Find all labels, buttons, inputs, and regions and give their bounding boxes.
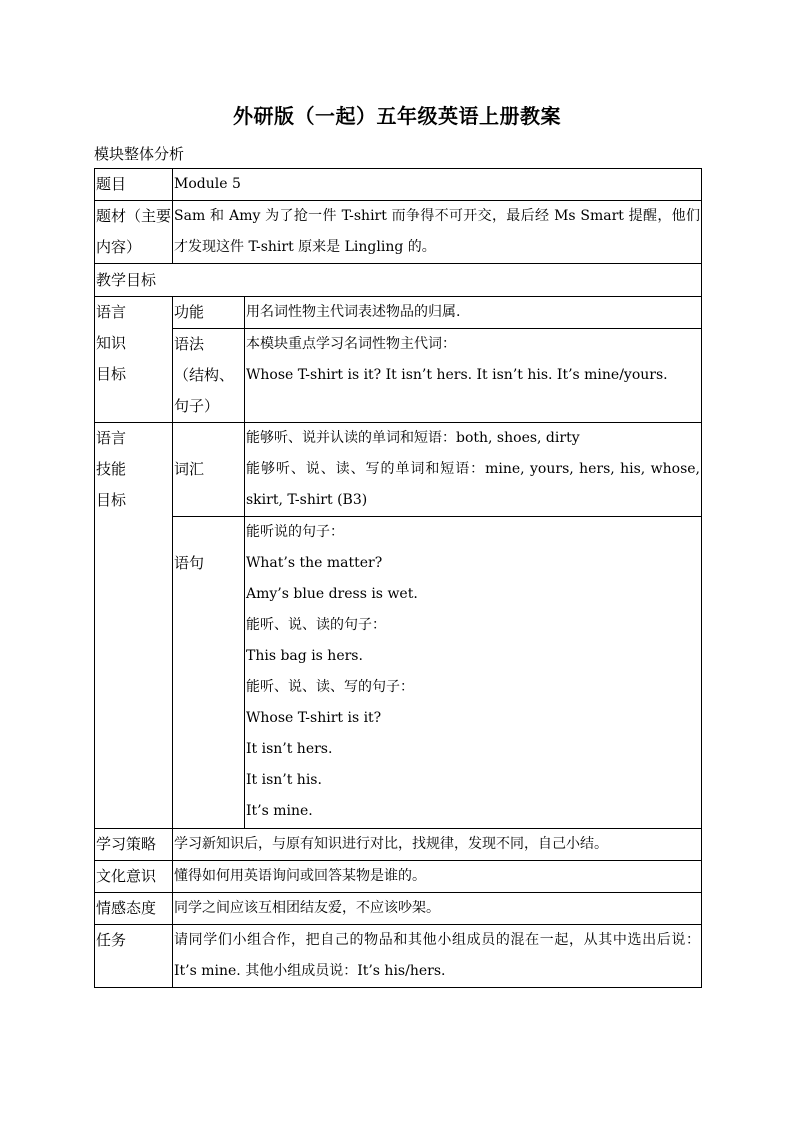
- value-topic: Module 5: [173, 169, 702, 201]
- label-strategy: 学习策略: [95, 829, 173, 861]
- section-heading: 模块整体分析: [94, 145, 185, 163]
- row-grammar: [95, 329, 702, 423]
- label-material-line: 内容）: [96, 238, 142, 256]
- row-material: [95, 201, 702, 264]
- lesson-plan-table: [94, 168, 702, 988]
- value-material: Sam 和 Amy 为了抢一件 T-shirt 而争得不可开交，最后经 Ms Smart 提醒，他们才发现这件 T-shirt 原来是 Lingling 的。: [173, 201, 702, 264]
- label-knowledge: [95, 297, 173, 423]
- row-goals: [95, 264, 702, 297]
- label-skills-line: 技能: [96, 460, 127, 478]
- label-knowledge-line: 目标: [96, 365, 127, 383]
- value-vocab: [245, 423, 702, 517]
- grammar-line: 本模块重点学习名词性物主代词：: [246, 336, 456, 352]
- value-function: 用名词性物主代词表述物品的归属.: [245, 297, 702, 329]
- value-grammar: [245, 329, 702, 423]
- sentence-line: What’s the matter?: [246, 555, 383, 571]
- row-function: [95, 297, 702, 329]
- sentence-line: It isn’t hers.: [246, 741, 333, 757]
- grammar-line: Whose T-shirt is it? It isn’t hers. It isn’t his. It’s mine/yours.: [246, 367, 668, 383]
- row-vocab: [95, 423, 702, 517]
- row-task: [95, 925, 702, 988]
- label-knowledge-line: 语言: [96, 303, 127, 321]
- label-grammar-line: 语法: [174, 335, 205, 353]
- label-skills-line: 语言: [96, 429, 127, 447]
- value-attitude: 同学之间应该互相团结友爱，不应该吵架。: [173, 893, 702, 925]
- page-title: 外研版（一起）五年级英语上册教案: [233, 104, 561, 128]
- label-skills-line: 目标: [96, 491, 127, 509]
- sentence-line: Amy’s blue dress is wet.: [246, 586, 418, 602]
- label-grammar-line: （结构、: [174, 366, 235, 384]
- row-sentences: [95, 517, 702, 829]
- label-goals: 教学目标: [95, 264, 702, 297]
- label-task: 任务: [95, 925, 173, 988]
- label-vocab: 词汇: [173, 423, 245, 517]
- sentence-line: This bag is hers.: [246, 648, 363, 664]
- vocab-line: 能够听、说并认读的单词和短语：both, shoes, dirty: [246, 430, 580, 446]
- label-knowledge-line: 知识: [96, 334, 127, 352]
- row-topic: [95, 169, 702, 201]
- label-sentences: 语句: [173, 517, 245, 829]
- label-function: 功能: [173, 297, 245, 329]
- value-task: 请同学们小组合作，把自己的物品和其他小组成员的混在一起，从其中选出后说：It’s mine. 其他小组成员说：It’s his/hers.: [173, 925, 702, 988]
- label-material: [95, 201, 173, 264]
- sentence-line: 能听说的句子：: [246, 524, 344, 540]
- label-grammar: [173, 329, 245, 423]
- sentence-line: 能听、说、读的句子：: [246, 617, 386, 633]
- label-culture: 文化意识: [95, 861, 173, 893]
- label-material-line: 题材（主要: [96, 207, 172, 225]
- row-attitude: [95, 893, 702, 925]
- value-sentences: [245, 517, 702, 829]
- sentence-line: It isn’t his.: [246, 772, 322, 788]
- value-strategy: 学习新知识后，与原有知识进行对比，找规律，发现不同，自己小结。: [173, 829, 702, 861]
- label-grammar-line: 句子）: [174, 397, 220, 415]
- label-attitude: 情感态度: [95, 893, 173, 925]
- sentence-line: 能听、说、读、写的句子：: [246, 679, 414, 695]
- row-strategy: [95, 829, 702, 861]
- label-topic: 题目: [95, 169, 173, 201]
- vocab-line: 能够听、说、读、写的单词和短语：mine, yours, hers, his, whose, skirt, T-shirt (B3): [246, 461, 700, 508]
- sentence-line: It’s mine.: [246, 803, 313, 819]
- row-culture: [95, 861, 702, 893]
- value-culture: 懂得如何用英语询问或回答某物是谁的。: [173, 861, 702, 893]
- sentence-line: Whose T-shirt is it?: [246, 710, 382, 726]
- label-skills: [95, 423, 173, 829]
